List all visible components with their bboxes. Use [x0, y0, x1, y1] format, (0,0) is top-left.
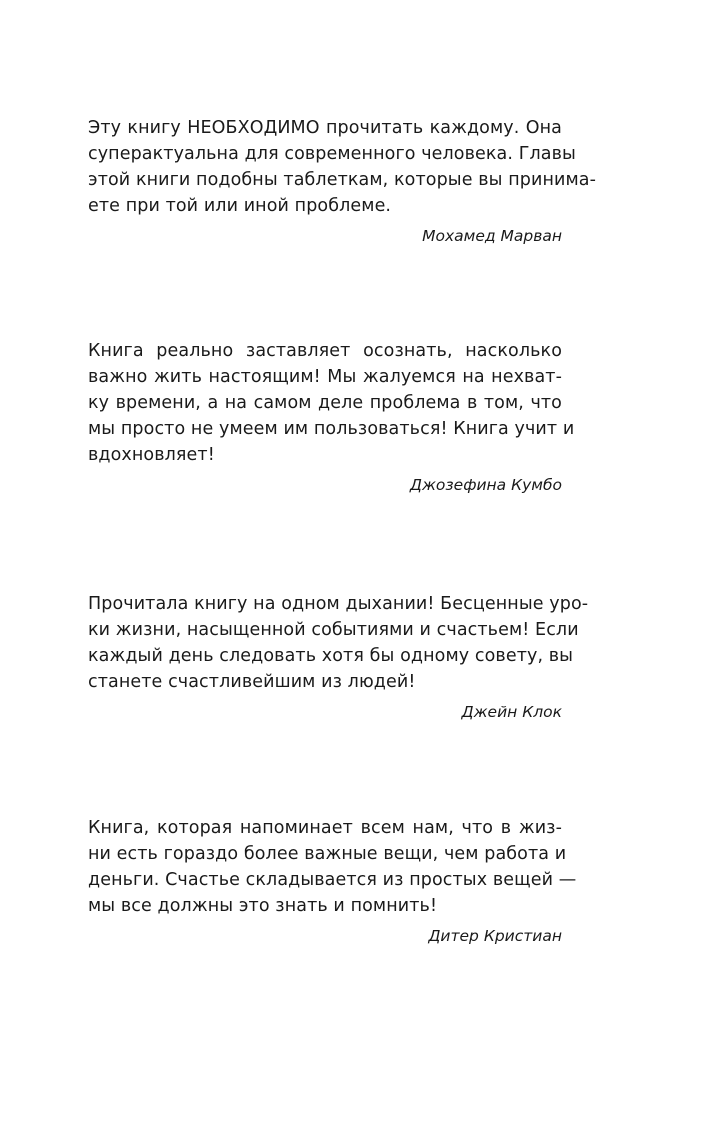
- review-text-line: этой книги подобны таблеткам, которые вы принима-: [88, 170, 597, 190]
- review-text-line: ете при той или иной проблеме.: [88, 196, 392, 216]
- review-text-line: каждый день следовать хотя бы одному совету, вы: [88, 646, 574, 666]
- review-text-line: мы все должны это знать и помнить!: [88, 896, 438, 916]
- review-author: Джейн Клок: [461, 703, 562, 721]
- review-text-line: Прочитала книгу на одном дыхании! Бесценные уро-: [88, 594, 589, 614]
- review-text-line: вдохновляет!: [88, 445, 215, 465]
- review-block: [88, 591, 589, 723]
- review-text-line: важно жить настоящим! Мы жалуемся на нехват-: [88, 367, 562, 387]
- review-block: [88, 815, 577, 947]
- review-block: [88, 115, 597, 247]
- review-text-line: суперактуальна для современного человека. Главы: [88, 144, 576, 164]
- review-text-line: деньги. Счастье складывается из простых вещей —: [88, 870, 577, 890]
- review-author: Мохамед Марван: [422, 227, 562, 245]
- review-text-line: Эту книгу НЕОБХОДИМО прочитать каждому. Она: [88, 118, 562, 138]
- review-text-line: станете счастливейшим из людей!: [88, 672, 416, 692]
- review-text-line: Книга реально заставляет осознать, насколько: [88, 341, 562, 361]
- review-text-line: Книга, которая напоминает всем нам, что в жиз-: [88, 818, 562, 838]
- review-author: Джозефина Кумбо: [409, 476, 562, 494]
- review-text-line: ку времени, а на самом деле проблема в том, что: [88, 393, 562, 413]
- review-text-line: ки жизни, насыщенной событиями и счастьем! Если: [88, 620, 579, 640]
- review-text-line: мы просто не умеем им пользоваться! Книга учит и: [88, 419, 575, 439]
- review-block: [88, 338, 575, 496]
- review-author: Дитер Кристиан: [428, 927, 562, 945]
- review-text-line: ни есть гораздо более важные вещи, чем работа и: [88, 844, 567, 864]
